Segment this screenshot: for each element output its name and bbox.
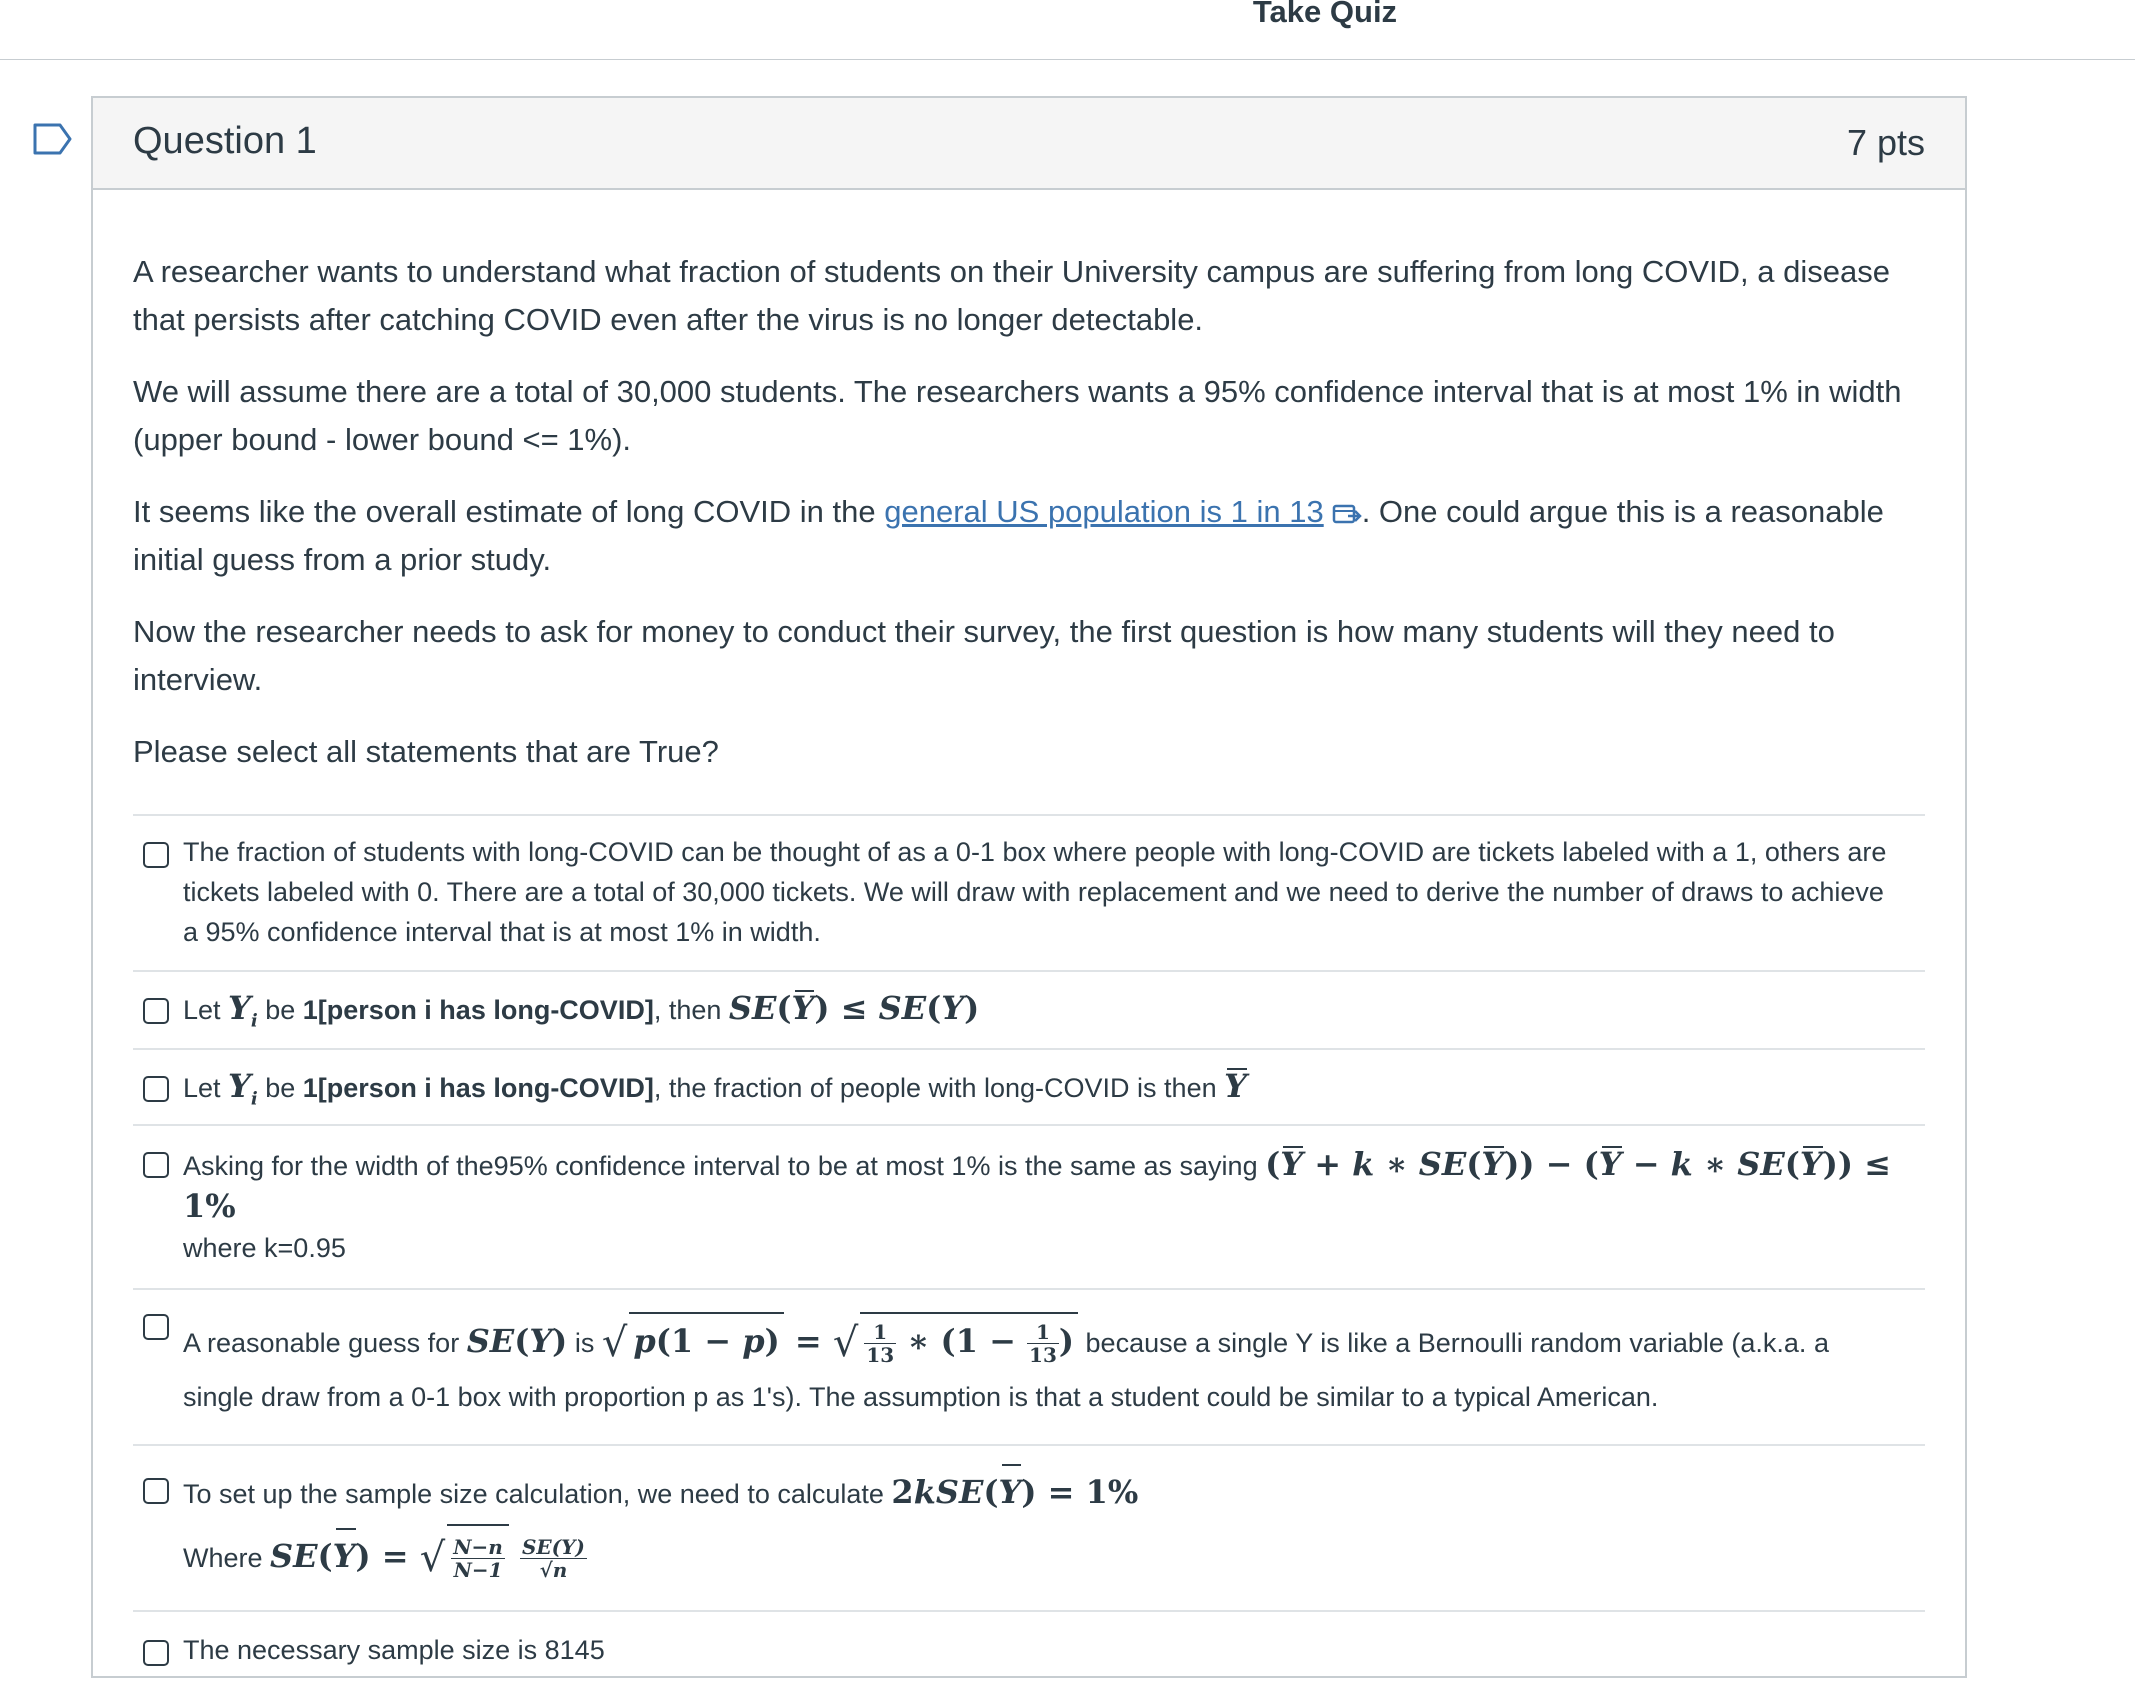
answer-option[interactable] [133, 816, 1925, 972]
answer-list [133, 814, 1925, 1686]
answer-checkbox[interactable] [143, 1152, 169, 1178]
answer-option[interactable]: Asking for the width of the95% confidence interval to be at most 1% is the same as saying (Y + k ∗ SE(Y)) − (Y − k ∗ SE(Y)) ≤ 1% where k=0.95 [133, 1126, 1925, 1290]
answer-option[interactable]: Let $Y_i$ be 1[person i has long-COVID], the fraction of people with long-COVID is then Y [133, 1050, 1925, 1126]
question-paragraph: We will assume there are a total of 30,000 students. The researchers wants a 95% confidence interval that is at most 1% in width (upper bound - lower bound <= 1%). [133, 374, 1902, 457]
question-paragraph: A researcher wants to understand what fraction of students on their University campus are suffering from long COVID, a disease that persists after catching COVID even after the virus is no longer detectable. [133, 254, 1890, 337]
question-paragraph: Now the researcher needs to ask for money to conduct their survey, the first question is how many students will they need to interview. [133, 614, 1835, 697]
flag-question-icon[interactable] [32, 122, 74, 156]
answer-checkbox[interactable] [143, 1314, 169, 1340]
question-paragraph: It seems like the overall estimate of long COVID in the general US population is 1 in 13 . One could argue this is a reasonable initial guess from a prior study. [133, 494, 1884, 577]
question-name: Question 1 [133, 120, 317, 162]
answer-text: The fraction of students with long-COVID can be thought of as a 0-1 box where people with long-COVID are tickets labeled with a 1, others are tickets labeled with 0. There are a total of 30,000 tickets. We will draw with replacement and we need to derive the number of draws to achieve a 95% confidence interval that is at most 1% in width. [183, 837, 1887, 947]
question-prompt: Please select all statements that are True? [133, 734, 719, 769]
math-expression: $Y_i$ [228, 989, 258, 1032]
answer-checkbox[interactable] [143, 998, 169, 1024]
answer-option[interactable]: Let $Y_i$ be 1[person i has long-COVID], then SE(Y) ≤ SE(Y) [133, 972, 1925, 1050]
question-header [93, 98, 1965, 190]
answer-checkbox[interactable] [143, 1640, 169, 1666]
answer-checkbox[interactable] [143, 842, 169, 868]
question-body [93, 190, 1965, 1686]
answer-checkbox[interactable] [143, 1478, 169, 1504]
external-link[interactable]: general US population is 1 in 13 [884, 494, 1324, 529]
math-expression: $Y_i$ [228, 1067, 258, 1110]
top-bar [0, 0, 2135, 60]
answer-text: The necessary sample size is 8145 [183, 1635, 605, 1665]
answer-option[interactable]: To set up the sample size calculation, we need to calculate 2kSE(Y) = 1% Where SE(Y) = √ $\frac{N-n}{N-1}$ $\frac{SE(Y)}{√n}$ [133, 1446, 1925, 1612]
math-expression: (Y + k ∗ SE(Y)) − (Y − k ∗ SE(Y)) ≤ 1% [183, 1145, 1891, 1225]
answer-option[interactable]: A reasonable guess for SE(Y) is √ p(1 − p) = √ $\frac{1}{13}$ ∗ (1 − $\frac{1}{13}$ ) because a single Y is like a Bernoulli random variable (a.k.a. a single draw from a 0-1 box with proportion p as 1's). The assumption is that a student could be similar to a typical American. [133, 1290, 1925, 1446]
page-title: Take Quiz [1252, 0, 1398, 29]
math-expression: SE(Y) [466, 1322, 568, 1360]
math-expression: Y [1224, 1067, 1247, 1105]
answer-option[interactable] [133, 1612, 1925, 1686]
external-link-icon [1332, 501, 1362, 525]
math-expression: SE(Y) ≤ SE(Y) [728, 989, 980, 1027]
math-expression: √ p(1 − p) = √ $\frac{1}{13}$ ∗ (1 − $\frac{1}{13}$ ) [602, 1322, 1078, 1360]
answer-checkbox[interactable] [143, 1076, 169, 1102]
math-expression: SE(Y) = √ $\frac{N-n}{N-1}$ $\frac{SE(Y)}{√n}$ [270, 1537, 587, 1575]
question-points: 7 pts [1846, 122, 1925, 163]
question-card [91, 96, 1967, 1678]
math-expression: 2kSE(Y) = 1% [891, 1473, 1138, 1511]
